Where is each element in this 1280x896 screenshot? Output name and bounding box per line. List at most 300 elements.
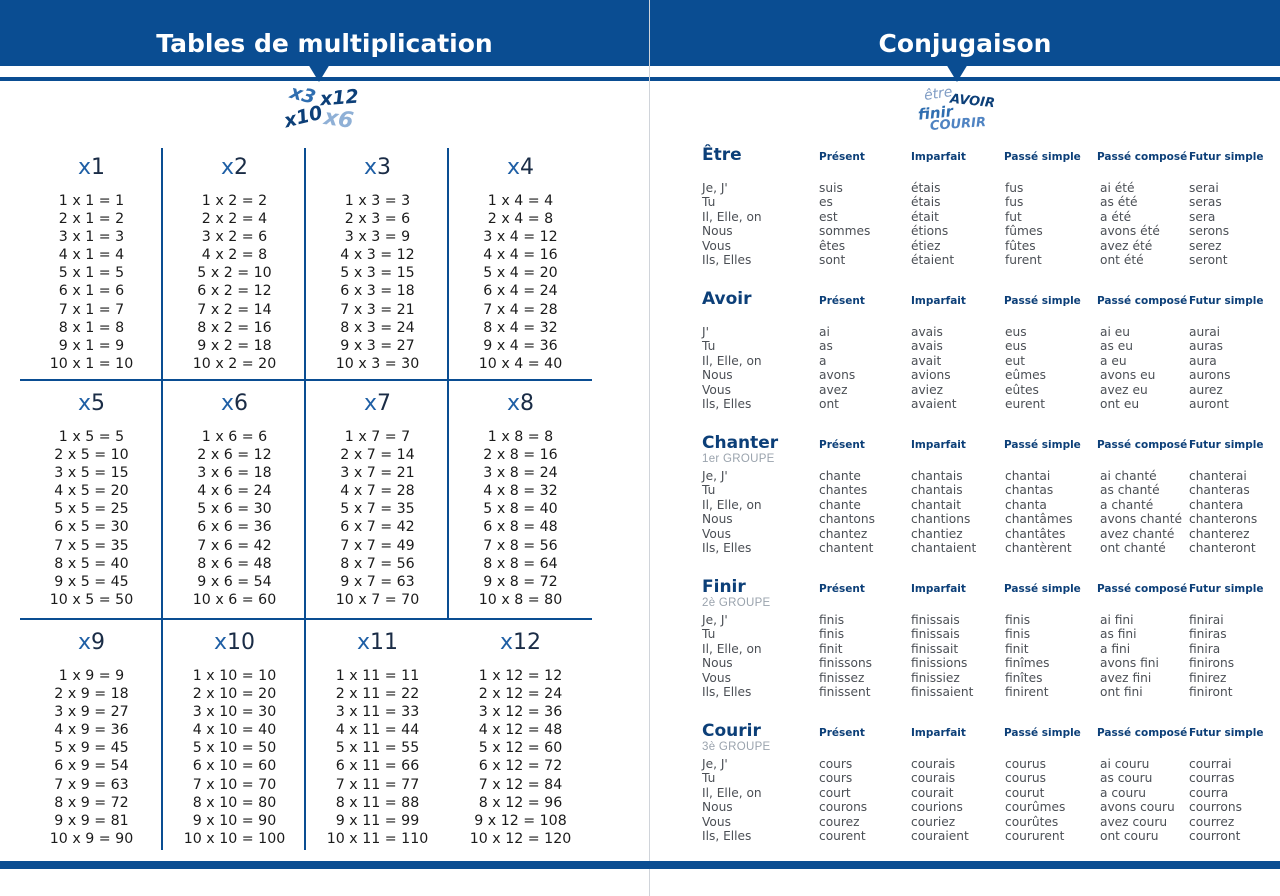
table-line: 9 x 12 = 108 — [474, 812, 567, 829]
table-line: 6 x 11 = 66 — [335, 758, 420, 775]
pronoun: Il, Elle, on — [702, 641, 762, 656]
table-x1 — [20, 148, 163, 373]
table-line: 2 x 11 = 22 — [335, 686, 420, 703]
pronoun: Tu — [702, 483, 716, 498]
verb-form: finirez — [1189, 670, 1227, 685]
pronoun-column — [702, 469, 762, 556]
table-line: 8 x 2 = 16 — [197, 319, 272, 336]
verb-form: ont couru — [1100, 829, 1159, 844]
table-line: 10 x 9 = 90 — [49, 830, 134, 847]
table-number: 3 — [377, 155, 392, 180]
table-number: 7 — [377, 391, 392, 416]
table-line: 4 x 9 = 36 — [54, 722, 129, 739]
pronoun: Nous — [702, 800, 733, 815]
table-x11 — [306, 623, 449, 848]
verb-form: finit — [1005, 641, 1029, 656]
verb-form: ont chanté — [1100, 541, 1166, 556]
verb-form: chanteras — [1189, 483, 1250, 498]
table-line: 9 x 11 = 99 — [335, 812, 420, 829]
verb-form: finirent — [1005, 685, 1049, 700]
verb-form: courus — [1005, 771, 1046, 786]
table-line: 1 x 3 = 3 — [344, 193, 411, 209]
tense-header: Passé composé — [1097, 583, 1188, 595]
table-number: 2 — [234, 155, 249, 180]
verb-form: fûmes — [1005, 224, 1043, 239]
verb-form: es — [819, 195, 833, 210]
table-line: 7 x 10 = 70 — [192, 776, 277, 793]
tense-header: Présent — [819, 727, 865, 739]
verb-form: as couru — [1100, 771, 1153, 786]
times-sign: x — [220, 391, 235, 416]
verb-form: aurez — [1189, 382, 1223, 397]
verb-form: courra — [1189, 785, 1229, 800]
tense-column — [1005, 613, 1050, 700]
table-heading — [20, 389, 163, 419]
table-line: 9 x 2 = 18 — [197, 337, 272, 354]
verb-form: finissais — [911, 613, 960, 627]
verb-form: eurent — [1005, 397, 1045, 412]
table-line: 5 x 10 = 50 — [192, 740, 277, 757]
verb-form: avons chanté — [1100, 512, 1182, 527]
verb-form: avez eu — [1100, 382, 1148, 397]
table-line: 4 x 10 = 40 — [192, 722, 277, 739]
table-line: 1 x 9 = 9 — [58, 668, 125, 684]
tense-header: Futur simple — [1189, 151, 1264, 163]
times-sign: x — [77, 155, 92, 180]
verb-form: chantez — [819, 526, 868, 541]
verb-name: Finir — [702, 577, 746, 597]
times-sign: x — [506, 391, 521, 416]
table-line: 10 x 8 = 80 — [478, 591, 563, 608]
grid-divider-h1 — [20, 379, 592, 381]
verb-form: êtes — [819, 238, 846, 253]
tense-column — [1005, 181, 1043, 268]
table-x2 — [163, 148, 306, 373]
verb-form: fut — [1005, 209, 1022, 224]
tense-column — [1189, 469, 1257, 556]
verb-form: avez chanté — [1100, 526, 1175, 541]
table-line: 8 x 6 = 48 — [197, 555, 272, 572]
verb-form: auront — [1189, 397, 1229, 412]
table-line: 10 x 5 = 50 — [49, 591, 134, 608]
verb-form: finissent — [819, 685, 871, 700]
verb-form: chantâtes — [1005, 526, 1066, 541]
verb-form: a été — [1100, 209, 1132, 224]
verb-name: Avoir — [702, 289, 752, 309]
table-line: 6 x 4 = 24 — [483, 283, 558, 300]
verb-form: cours — [819, 757, 853, 771]
table-line: 9 x 9 = 81 — [54, 812, 129, 829]
table-line: 3 x 2 = 6 — [201, 229, 268, 246]
tense-column — [1005, 469, 1073, 556]
table-number: 8 — [520, 391, 535, 416]
verb-form: avons couru — [1100, 800, 1175, 815]
table-heading — [449, 628, 592, 658]
times-sign: x — [77, 391, 92, 416]
verb-form: étaient — [911, 253, 955, 268]
verb-form: chantais — [911, 483, 963, 498]
table-line: 5 x 8 = 40 — [483, 501, 558, 518]
table-line: 4 x 12 = 48 — [478, 722, 563, 739]
times-sign: x — [356, 630, 371, 655]
verb-form: ai couru — [1100, 757, 1150, 771]
verb-form: finissaient — [911, 685, 974, 700]
table-line: 4 x 8 = 32 — [483, 483, 558, 500]
table-line: 3 x 5 = 15 — [54, 465, 129, 482]
table-line: 10 x 11 = 110 — [326, 830, 429, 847]
table-heading — [20, 153, 163, 183]
table-line: 2 x 7 = 14 — [340, 447, 415, 464]
verb-form: aurons — [1189, 368, 1231, 383]
verb-group: 2è GROUPE — [702, 597, 771, 609]
table-x8 — [449, 384, 592, 609]
verb-form: couriez — [911, 814, 956, 829]
verb-form: finissez — [819, 670, 865, 685]
table-line: 1 x 8 = 8 — [487, 429, 554, 445]
times-sign: x — [363, 155, 378, 180]
conjugation-title: Conjugaison — [878, 29, 1052, 58]
verb-form: ai chanté — [1100, 469, 1157, 483]
verb-form: avais — [911, 325, 943, 339]
table-line: 7 x 4 = 28 — [483, 301, 558, 318]
verb-form: chantai — [1005, 469, 1051, 483]
table-line: 9 x 4 = 36 — [483, 337, 558, 354]
verb-form: as — [819, 339, 833, 354]
table-line: 5 x 12 = 60 — [478, 740, 563, 757]
pronoun-column — [702, 181, 762, 268]
tense-column — [911, 325, 957, 412]
verb-form: chante — [819, 497, 861, 512]
pronoun: Nous — [702, 224, 733, 239]
verb-form: courront — [1189, 829, 1241, 844]
table-line: 1 x 10 = 10 — [192, 668, 277, 684]
table-heading — [163, 389, 306, 419]
table-line: 7 x 3 = 21 — [340, 301, 415, 318]
table-line: 1 x 4 = 4 — [487, 193, 554, 209]
table-line: 9 x 8 = 72 — [483, 573, 558, 590]
verb-form: ai — [819, 325, 830, 339]
verb-form: avaient — [911, 397, 957, 412]
table-line: 2 x 2 = 4 — [201, 211, 268, 228]
pronoun-column — [702, 325, 762, 412]
verb-form: fus — [1005, 195, 1024, 210]
verb-form: seras — [1189, 195, 1222, 210]
verb-form: courrai — [1189, 757, 1232, 771]
verb-form: aviez — [911, 382, 943, 397]
verb-form: chantaient — [911, 541, 977, 556]
verb-form: ai fini — [1100, 613, 1134, 627]
verb-form: finirai — [1189, 613, 1224, 627]
verb-form: ont été — [1100, 253, 1144, 268]
verb-form: chantent — [819, 541, 874, 556]
tense-column — [1005, 325, 1046, 412]
tense-header: Futur simple — [1189, 295, 1264, 307]
table-line: 8 x 4 = 32 — [483, 319, 558, 336]
tense-header: Passé composé — [1097, 727, 1188, 739]
verb-form: a chanté — [1100, 497, 1154, 512]
multiplication-title: Tables de multiplication — [156, 29, 493, 58]
verb-form: avez été — [1100, 238, 1153, 253]
pronoun: Il, Elle, on — [702, 497, 762, 512]
tense-header: Passé simple — [1004, 727, 1081, 739]
verb-form: cours — [819, 771, 853, 786]
verb-form: courus — [1005, 757, 1046, 771]
table-line: 4 x 4 = 16 — [483, 247, 558, 264]
verb-form: avons fini — [1100, 656, 1159, 671]
table-line: 6 x 12 = 72 — [478, 758, 563, 775]
tense-header: Imparfait — [911, 727, 966, 739]
verb-form: finiras — [1189, 627, 1227, 642]
tense-header: Passé composé — [1097, 151, 1188, 163]
table-line: 10 x 3 = 30 — [335, 355, 420, 372]
table-line: 4 x 1 = 4 — [58, 247, 125, 264]
logo-x12: x12 — [319, 85, 360, 111]
verb-form: a fini — [1100, 641, 1131, 656]
verb-form: ont fini — [1100, 685, 1143, 700]
verb-form: courais — [911, 771, 956, 786]
grid-divider-h2 — [20, 618, 592, 620]
table-line: 1 x 7 = 7 — [344, 429, 411, 445]
pronoun: Il, Elle, on — [702, 785, 762, 800]
verb-group: 3è GROUPE — [702, 741, 771, 753]
table-line: 7 x 8 = 56 — [483, 537, 558, 554]
table-line: 6 x 3 = 18 — [340, 283, 415, 300]
verb-form: finissais — [911, 627, 960, 642]
pronoun: Ils, Elles — [702, 541, 752, 556]
table-number: 10 — [227, 630, 256, 655]
tense-column — [1189, 757, 1242, 844]
verb-form: chantâmes — [1005, 512, 1073, 527]
table-line: 7 x 1 = 7 — [58, 301, 125, 318]
verb-name: Être — [702, 145, 742, 165]
verb-form: finis — [819, 613, 845, 627]
verb-form: as chanté — [1100, 483, 1160, 498]
table-line: 5 x 2 = 10 — [197, 265, 272, 282]
table-x10 — [163, 623, 306, 848]
verb-name: Courir — [702, 721, 761, 741]
verb-form: a couru — [1100, 785, 1146, 800]
logo-x3: x3 — [287, 81, 318, 109]
table-line: 8 x 1 = 8 — [58, 319, 125, 336]
table-number: 9 — [91, 630, 106, 655]
table-heading — [306, 389, 449, 419]
multiplication-banner — [0, 0, 649, 66]
table-line: 10 x 12 = 120 — [469, 830, 572, 847]
verb-form: finissait — [911, 641, 959, 656]
table-x5 — [20, 384, 163, 609]
logo-x6: x6 — [322, 105, 356, 134]
table-line: 5 x 11 = 55 — [335, 740, 420, 757]
pronoun: Il, Elle, on — [702, 353, 762, 368]
verb-form: chanta — [1005, 497, 1047, 512]
verb-form: avez fini — [1100, 670, 1152, 685]
table-line: 5 x 3 = 15 — [340, 265, 415, 282]
verb-form: chanterez — [1189, 526, 1250, 541]
verb-form: eûtes — [1005, 382, 1039, 397]
table-line: 2 x 9 = 18 — [54, 686, 129, 703]
table-line: 8 x 7 = 56 — [340, 555, 415, 572]
tense-column — [911, 757, 969, 844]
logo-x10: x10 — [281, 101, 325, 133]
pronoun: Vous — [702, 382, 731, 397]
verb-form: aura — [1189, 353, 1217, 368]
table-line: 2 x 10 = 20 — [192, 686, 277, 703]
conjugation-logo — [916, 86, 1006, 138]
table-line: 5 x 5 = 25 — [54, 501, 129, 518]
table-line: 3 x 3 = 9 — [344, 229, 411, 246]
pronoun: Tu — [702, 771, 716, 786]
times-sign: x — [77, 630, 92, 655]
table-line: 8 x 8 = 64 — [483, 555, 558, 572]
table-line: 9 x 10 = 90 — [192, 812, 277, 829]
pronoun: Tu — [702, 339, 716, 354]
pronoun: Il, Elle, on — [702, 209, 762, 224]
verb-form: courrez — [1189, 814, 1235, 829]
table-number: 6 — [234, 391, 249, 416]
tense-header: Imparfait — [911, 295, 966, 307]
pronoun: Ils, Elles — [702, 253, 752, 268]
table-line: 5 x 9 = 45 — [54, 740, 129, 757]
verb-form: finissions — [911, 656, 968, 671]
verb-form: chantait — [911, 497, 962, 512]
verb-form: avez — [819, 382, 848, 397]
verb-form: avez couru — [1100, 814, 1168, 829]
table-line: 7 x 2 = 14 — [197, 301, 272, 318]
tense-header: Passé simple — [1004, 295, 1081, 307]
pronoun: Je, J' — [702, 757, 728, 771]
table-line: 2 x 4 = 8 — [487, 211, 554, 228]
pronoun: Vous — [702, 526, 731, 541]
logo-courir: COURIR — [929, 115, 987, 134]
table-x12 — [449, 623, 592, 848]
tense-header: Imparfait — [911, 151, 966, 163]
pronoun: Vous — [702, 670, 731, 685]
table-line: 6 x 7 = 42 — [340, 519, 415, 536]
verb-form: as eu — [1100, 339, 1133, 354]
verb-form: ont — [819, 397, 839, 412]
verb-form: chantais — [911, 469, 963, 483]
table-line: 7 x 12 = 84 — [478, 776, 563, 793]
table-line: 3 x 7 = 21 — [340, 465, 415, 482]
table-line: 10 x 2 = 20 — [192, 355, 277, 372]
verb-form: ai eu — [1100, 325, 1130, 339]
verb-form: finirons — [1189, 656, 1235, 671]
table-line: 3 x 12 = 36 — [478, 704, 563, 721]
verb-form: a eu — [1100, 353, 1127, 368]
verb-form: eus — [1005, 339, 1027, 354]
tense-header: Futur simple — [1189, 439, 1264, 451]
table-line: 7 x 5 = 35 — [54, 537, 129, 554]
table-line: 6 x 2 = 12 — [197, 283, 272, 300]
verb-form: était — [911, 209, 939, 224]
table-line: 2 x 1 = 2 — [58, 211, 125, 228]
verb-form: finissiez — [911, 670, 960, 685]
table-line: 7 x 7 = 49 — [340, 537, 415, 554]
tense-header: Présent — [819, 439, 865, 451]
pronoun-column — [702, 613, 762, 700]
table-number: 1 — [91, 155, 106, 180]
verb-form: serai — [1189, 181, 1219, 195]
tense-column — [1189, 181, 1229, 268]
table-line: 6 x 8 = 48 — [483, 519, 558, 536]
verb-form: chantons — [819, 512, 875, 527]
verb-form: courions — [911, 800, 963, 815]
tense-column — [1100, 325, 1155, 412]
table-line: 2 x 8 = 16 — [483, 447, 558, 464]
table-heading — [306, 153, 449, 183]
table-line: 8 x 9 = 72 — [54, 794, 129, 811]
table-line: 4 x 3 = 12 — [340, 247, 415, 264]
table-line: 3 x 1 = 3 — [58, 229, 125, 246]
pronoun: Ils, Elles — [702, 685, 752, 700]
table-line: 9 x 6 = 54 — [197, 573, 272, 590]
verb-form: courut — [1005, 785, 1045, 800]
verb-form: sera — [1189, 209, 1216, 224]
verb-form: seront — [1189, 253, 1228, 268]
table-x3 — [306, 148, 449, 373]
verb-form: furent — [1005, 253, 1042, 268]
verb-form: fûtes — [1005, 238, 1036, 253]
tense-header: Passé simple — [1004, 439, 1081, 451]
verb-form: eûmes — [1005, 368, 1046, 383]
table-heading — [163, 153, 306, 183]
table-line: 6 x 10 = 60 — [192, 758, 277, 775]
table-line: 10 x 10 = 100 — [183, 830, 286, 847]
tense-column — [1100, 181, 1160, 268]
table-line: 3 x 9 = 27 — [54, 704, 129, 721]
table-heading — [163, 628, 306, 658]
verb-form: suis — [819, 181, 843, 195]
verb-form: courais — [911, 757, 956, 771]
table-line: 9 x 3 = 27 — [340, 337, 415, 354]
tense-column — [1100, 469, 1182, 556]
bottom-bar — [0, 861, 1280, 869]
table-line: 6 x 1 = 6 — [58, 283, 125, 300]
verb-form: coururent — [1005, 829, 1065, 844]
verb-form: chantions — [911, 512, 971, 527]
table-number: 4 — [520, 155, 535, 180]
verb-form: avons — [819, 368, 856, 383]
verb-form: eus — [1005, 325, 1027, 339]
verb-form: étiez — [911, 238, 941, 253]
verb-form: finis — [819, 627, 845, 642]
verb-form: as été — [1100, 195, 1138, 210]
verb-form: couraient — [911, 829, 969, 844]
multiplication-logo — [282, 82, 372, 136]
table-line: 4 x 5 = 20 — [54, 483, 129, 500]
tense-header: Présent — [819, 295, 865, 307]
verb-form: finis — [1005, 627, 1031, 642]
times-sign: x — [499, 630, 514, 655]
table-x7 — [306, 384, 449, 609]
verb-form: auras — [1189, 339, 1224, 354]
verb-form: chantera — [1189, 497, 1244, 512]
table-heading — [306, 628, 449, 658]
pronoun: Tu — [702, 195, 716, 210]
tense-column — [819, 757, 867, 844]
verb-form: courrons — [1189, 800, 1242, 815]
verb-form: avons été — [1100, 224, 1160, 239]
verb-form: chanteront — [1189, 541, 1256, 556]
table-line: 2 x 12 = 24 — [478, 686, 563, 703]
tense-header: Passé composé — [1097, 439, 1188, 451]
table-line: 8 x 3 = 24 — [340, 319, 415, 336]
tense-column — [911, 181, 954, 268]
table-line: 5 x 4 = 20 — [483, 265, 558, 282]
verb-form: chantas — [1005, 483, 1054, 498]
table-line: 3 x 4 = 12 — [483, 229, 558, 246]
table-line: 7 x 11 = 77 — [335, 776, 420, 793]
